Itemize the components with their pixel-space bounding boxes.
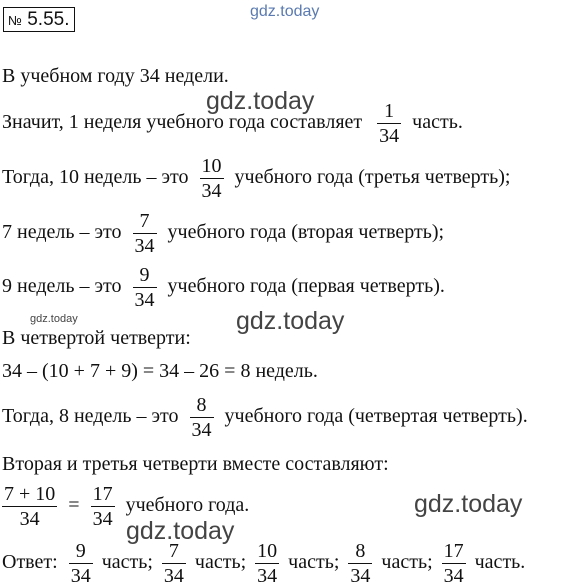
numerator: 8 xyxy=(196,394,207,416)
numerator: 10 xyxy=(257,540,278,562)
fraction xyxy=(91,484,115,529)
fraction xyxy=(442,541,466,586)
fraction xyxy=(133,211,157,256)
denominator: 34 xyxy=(134,235,155,257)
text: 7 недель – это xyxy=(2,221,122,244)
denominator: 34 xyxy=(2,506,57,529)
text: 34 – (10 + 7 + 9) = 34 – 26 = 8 недель. xyxy=(2,360,318,382)
text: часть; xyxy=(101,551,153,574)
line-combined-sum xyxy=(2,484,249,529)
denominator: 34 xyxy=(379,125,400,147)
fraction xyxy=(162,541,186,586)
text: часть; xyxy=(288,551,340,574)
line-first-quarter xyxy=(2,265,445,310)
numerator: 17 xyxy=(443,540,464,562)
line-calculation xyxy=(2,361,318,381)
fraction xyxy=(377,101,401,146)
text: часть; xyxy=(381,551,433,574)
numerator: 1 xyxy=(384,100,395,122)
line-fourth-quarter-heading xyxy=(2,328,191,348)
text: В учебном году 34 недели. xyxy=(2,65,229,87)
line-fourth-quarter xyxy=(2,395,528,440)
denominator: 34 xyxy=(201,180,222,202)
line-answer xyxy=(2,541,525,586)
numerator: 8 xyxy=(355,540,366,562)
line-combined-heading xyxy=(2,454,389,474)
fraction xyxy=(2,484,57,529)
text: Тогда, 10 недель – это xyxy=(2,166,189,189)
denominator: 34 xyxy=(257,565,278,587)
numerator: 10 xyxy=(201,155,222,177)
fraction xyxy=(255,541,279,586)
numerator: 7 xyxy=(168,540,179,562)
denominator: 34 xyxy=(191,419,212,441)
line-third-quarter xyxy=(2,156,511,201)
line-second-quarter xyxy=(2,211,444,256)
text: часть; xyxy=(194,551,247,574)
fraction xyxy=(200,156,224,201)
text: В четвертой четверти: xyxy=(2,327,191,349)
fraction xyxy=(133,265,157,310)
denominator: 34 xyxy=(443,565,464,587)
equals-sign: = xyxy=(68,494,80,517)
text: Тогда, 8 недель – это xyxy=(2,405,179,428)
problem-number xyxy=(3,7,75,32)
fraction xyxy=(69,541,93,586)
text: 9 недель – это xyxy=(2,275,122,298)
numerator: 17 xyxy=(92,483,113,505)
numerator: 7 xyxy=(139,210,150,232)
text: часть. xyxy=(412,111,463,134)
denominator: 34 xyxy=(70,565,91,587)
text: учебного года (первая четверть). xyxy=(167,275,445,298)
watermark-small: gdz.today xyxy=(30,313,78,325)
answer-label: Ответ: xyxy=(2,551,58,574)
watermark: gdz.today xyxy=(126,517,235,545)
watermark: gdz.today xyxy=(414,490,523,518)
numerator: 7 + 10 xyxy=(4,483,56,505)
line-one-week xyxy=(2,101,463,146)
fraction xyxy=(348,541,372,586)
text: учебного года (четвертая четверть). xyxy=(224,405,528,428)
text: учебного года. xyxy=(125,494,250,517)
text: учебного года (вторая четверть); xyxy=(167,221,445,244)
denominator: 34 xyxy=(350,565,371,587)
problem-number-value: 5.55. xyxy=(27,9,70,30)
denominator: 34 xyxy=(92,508,113,530)
numerator: 9 xyxy=(75,540,86,562)
number-sign: № xyxy=(8,13,22,28)
text: Значит, 1 неделя учебного года составляет xyxy=(2,111,363,134)
denominator: 34 xyxy=(163,565,184,587)
fraction xyxy=(190,395,214,440)
denominator: 34 xyxy=(134,289,155,311)
text: часть. xyxy=(474,551,526,574)
watermark: gdz.today xyxy=(236,307,345,335)
text: учебного года (третья четверть); xyxy=(234,166,511,189)
watermark: gdz.today xyxy=(206,87,315,115)
numerator: 9 xyxy=(139,264,150,286)
watermark-top: gdz.today xyxy=(250,3,320,20)
line-intro xyxy=(2,66,229,86)
text: Вторая и третья четверти вместе составляют: xyxy=(2,453,389,475)
